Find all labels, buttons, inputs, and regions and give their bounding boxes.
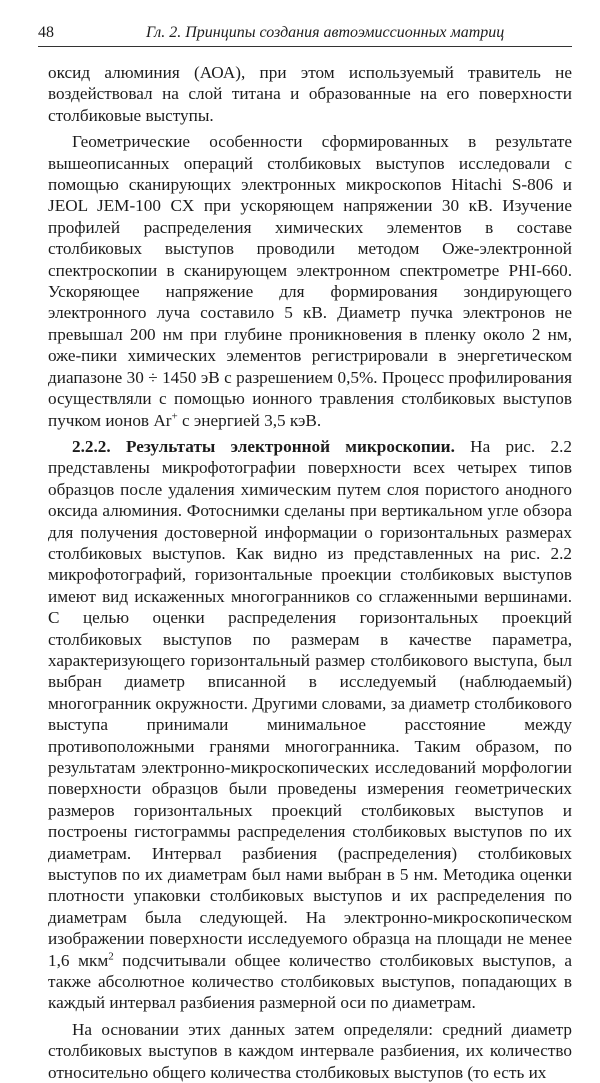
paragraph-1-text: оксид алюминия (АОА), при этом используемый травитель не воздействовал на слой титана и образованные на его поверхности столбиковые выступы.: [48, 63, 572, 125]
paragraph-4-text: На основании этих данных затем определяли: средний диаметр столбиковых выступов в каждом интервале разбиения, их количество относительно общего количества столбиковых выступов (то есть их: [48, 1019, 572, 1082]
section-subheading: 2.2.2. Результаты электронной микроскопии.: [72, 436, 455, 456]
paragraph-2-text: Геометрические особенности сформированных в результате вышеописанных операций столбиковых выступов исследовали с помощью сканирующих электронных микроскопов Hitachi S-806 и JEOL JEM-100 CX при ускоряющем напряжении 30 кВ. Изучение профилей распределения химических элементов в составе столбиковых выступов проводили методом Оже-электронной спектроскопии в сканирующем электронном спектрометре PHI-660. Ускоряющее напряжение для формирования зондирующего электронного луча составило 5 кВ. Диаметр пучка электронов не превышал 200 нм при глубине проникновения в пленку около 2 нм, оже-пики химических элементов регистрировали в энергетическом диапазоне 30 ÷ 1450 эВ с разрешением 0,5%. Процесс профилирования осуществляли с помощью ионного травления столбиковых выступов пучком ионов Ar: [48, 132, 572, 430]
page-number: 48: [38, 24, 54, 41]
chapter-title: Гл. 2. Принципы создания автоэмиссионных матриц: [146, 24, 505, 41]
paragraph-2-text-end: с энергией 3,5 кэВ.: [177, 410, 322, 430]
paragraph-3-text-end: подсчитывали общее количество столбиковых выступов, а также абсолютное количество столбиковых выступов, попадающих в каждый интервал разбиения размерной оси по диаметрам.: [48, 950, 573, 1013]
running-header: [38, 20, 572, 47]
paragraph-3-text: На рис. 2.2 представлены микрофотографии поверхности всех четырех типов образцов после удаления химическим путем слоя пористого анодного оксида алюминия. Фотоснимки сделаны при вертикальном угле обзора для получения достоверной информации о горизонтальных размерах столбиковых выступов. Как видно из представленных на рис. 2.2 микрофотографий, горизонтальные проекции столбиковых выступов имеют вид искаженных многогранников со сглаженными вершинами. С целью оценки распределения горизонтальных проекций столбиковых выступов по размерам в качестве параметра, характеризующего горизонтальный размер столбикового выступа, был выбран диаметр вписанной в исследуемый (наблюдаемый) многогранник окружности. Другими словами, за диаметр столбикового выступа принимали минимальное расстояние между противоположными гранями многогранника. Таким образом, по результатам электронно-микроскопических исследований морфологии поверхности образцов были проведены измерения геометрических размеров горизонтальных проекций столбиковых выступов и построены гистограммы распределения столбиковых выступов по их диаметрам. Интервал разбиения (распределения) столбиковых выступов по их диаметрам был нами выбран в 5 нм. Методика оценки плотности упаковки столбиковых выступов и их распределения по диаметрам была следующей. На электронно-микроскопическом изображении поверхности исследуемого образца на площади не менее 1,6 мкм: [48, 436, 572, 970]
body-text: [48, 62, 572, 1083]
area-unit-superscript: 2: [108, 949, 114, 962]
ion-charge-superscript: +: [171, 409, 178, 422]
paragraph-1: [48, 62, 572, 126]
paragraph-4: [48, 1019, 572, 1083]
paragraph-3: [48, 436, 572, 1014]
paragraph-2: [48, 131, 572, 431]
